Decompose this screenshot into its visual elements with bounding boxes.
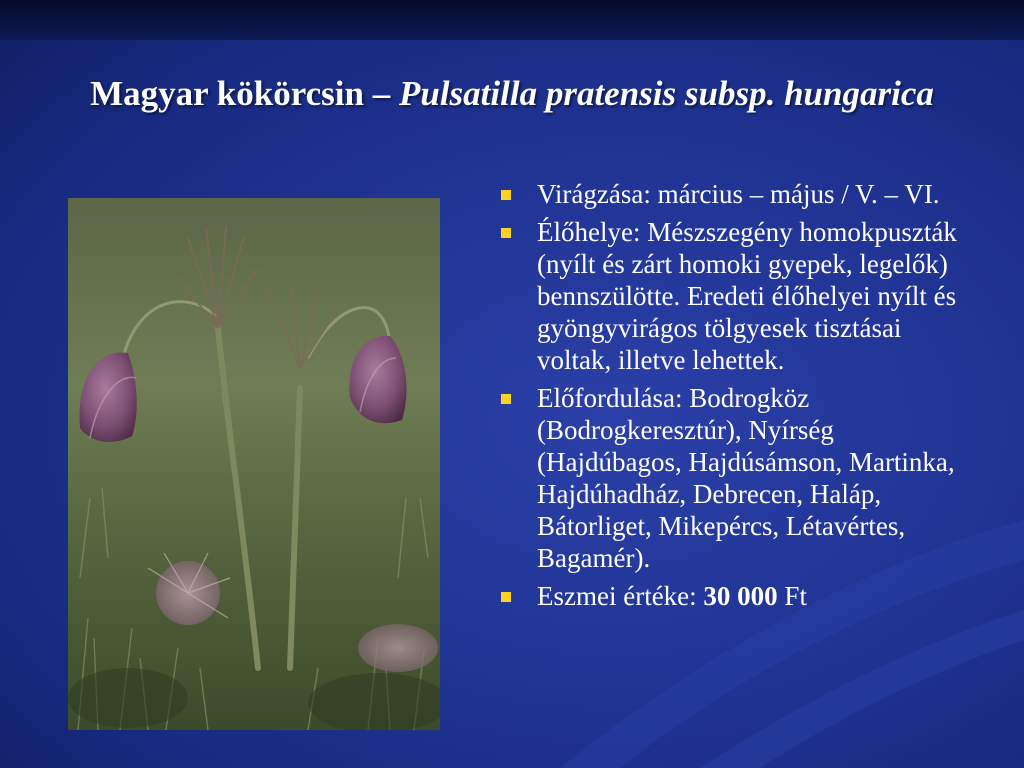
bullet-item-value (500, 580, 980, 612)
yellow-square-bullet-icon (501, 228, 511, 238)
plant-photo (68, 198, 440, 730)
bullet-text: Élőhelye: Mészszegény homokpuszták (nyílt és zárt homoki gyepek, legelők) bennszülötte. Eredeti élőhelyei nyílt és gyöngyvirágos tölgyesek tisztásai voltak, illetve lehettek. (537, 217, 957, 375)
bullet-text: Előfordulása: Bodrogköz (Bodrogkeresztúr), Nyírség (Hajdúbagos, Hajdúsámson, Martinka, Hajdúhadház, Debrecen, Haláp, Bátorliget, Mikepércs, Létavértes, Bagamér). (537, 383, 955, 573)
yellow-square-bullet-icon (501, 394, 511, 404)
value-currency: Ft (777, 581, 807, 611)
slide-title (0, 74, 1024, 114)
pasqueflower-image (68, 198, 440, 730)
bullet-item-flowering (500, 178, 980, 210)
bullet-list (500, 178, 980, 618)
value-label: Eszmei értéke: (537, 581, 704, 611)
bullet-item-occurrence (500, 382, 980, 574)
yellow-square-bullet-icon (501, 592, 511, 602)
bullet-text: Virágzása: március – május / V. – VI. (537, 179, 940, 209)
yellow-square-bullet-icon (501, 190, 511, 200)
value-amount: 30 000 (703, 581, 778, 611)
bullet-item-habitat (500, 216, 980, 376)
seed-head-right (358, 624, 438, 672)
title-hungarian-name: Magyar kökörcsin – (90, 74, 399, 113)
title-latin-name: Pulsatilla pratensis subsp. hungarica (398, 74, 934, 113)
